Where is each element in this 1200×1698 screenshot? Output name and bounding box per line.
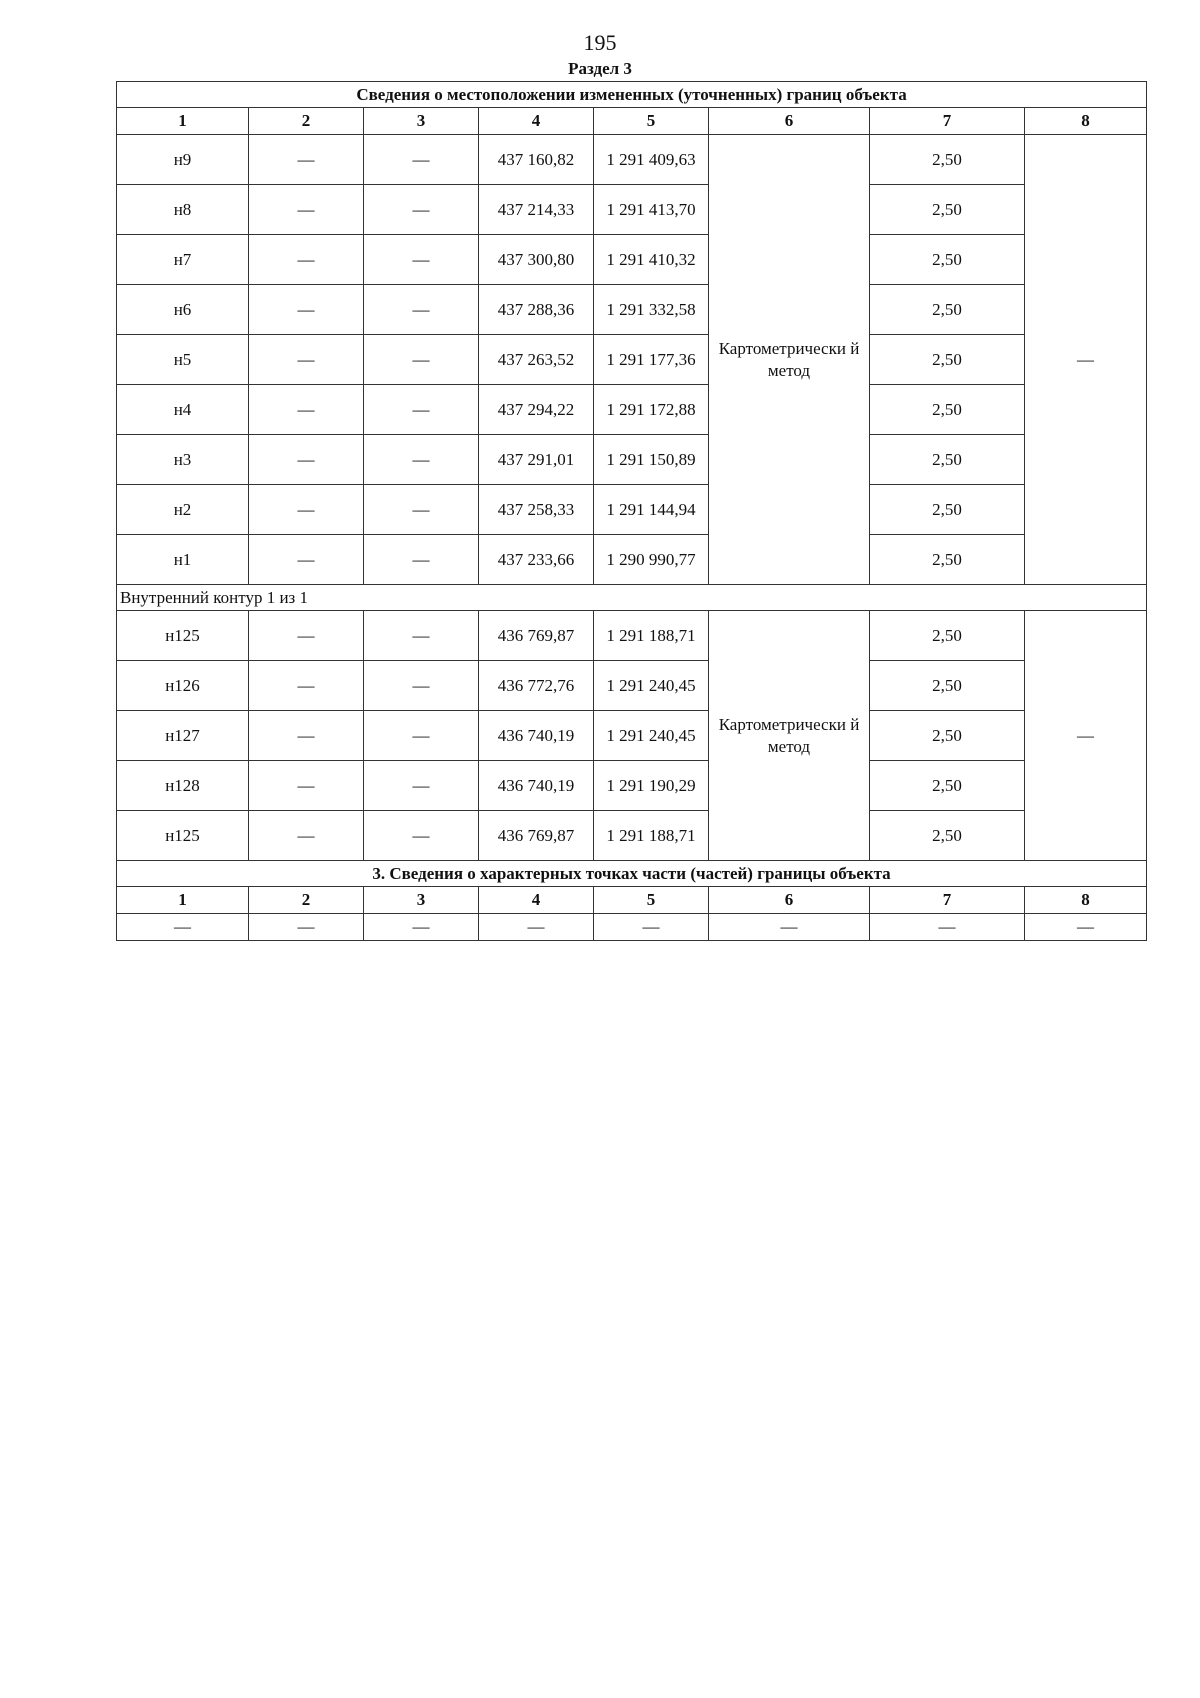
part-title: 3. Сведения о характерных точках части (частей) границы объекта [117, 861, 1147, 887]
point-name-cell: н3 [117, 435, 249, 485]
column-header: 6 [709, 108, 870, 135]
col3-cell: — [364, 235, 479, 285]
column-header: 8 [1025, 108, 1147, 135]
table-row [117, 711, 1147, 761]
y-coordinate-cell: 1 291 150,89 [594, 435, 709, 485]
table-row [117, 185, 1147, 235]
col3-cell: — [364, 285, 479, 335]
accuracy-cell: 2,50 [870, 761, 1025, 811]
x-coordinate-cell: 436 740,19 [479, 761, 594, 811]
col3-cell: — [364, 485, 479, 535]
column-header: 8 [1025, 887, 1147, 914]
point-name-cell: н6 [117, 285, 249, 335]
col3-cell: — [364, 661, 479, 711]
y-coordinate-cell: 1 291 413,70 [594, 185, 709, 235]
x-coordinate-cell: 437 294,22 [479, 385, 594, 435]
section-title: Раздел 3 [568, 59, 632, 78]
point-name-cell: н8 [117, 185, 249, 235]
col2-cell: — [249, 761, 364, 811]
page-number: 195 [583, 30, 617, 55]
y-coordinate-cell: 1 291 190,29 [594, 761, 709, 811]
y-coordinate-cell: 1 291 144,94 [594, 485, 709, 535]
col2-cell: — [249, 661, 364, 711]
x-coordinate-cell: 436 740,19 [479, 711, 594, 761]
col3-cell: — [364, 711, 479, 761]
table-row [117, 485, 1147, 535]
table-row [117, 135, 1147, 185]
empty-cell: — [364, 914, 479, 941]
table-row [117, 235, 1147, 285]
accuracy-cell: 2,50 [870, 811, 1025, 861]
y-coordinate-cell: 1 291 172,88 [594, 385, 709, 435]
accuracy-cell: 2,50 [870, 235, 1025, 285]
x-coordinate-cell: 437 300,80 [479, 235, 594, 285]
table-row [117, 335, 1147, 385]
col2-cell: — [249, 611, 364, 661]
point-name-cell: н2 [117, 485, 249, 535]
col2-cell: — [249, 485, 364, 535]
point-name-cell: н4 [117, 385, 249, 435]
empty-cell: — [249, 914, 364, 941]
method-cell: Картометрически й метод [709, 135, 870, 585]
empty-cell: — [594, 914, 709, 941]
table-row [117, 535, 1147, 585]
col3-cell: — [364, 761, 479, 811]
col8-cell: — [1025, 135, 1147, 585]
col3-cell: — [364, 185, 479, 235]
accuracy-cell: 2,50 [870, 535, 1025, 585]
x-coordinate-cell: 437 263,52 [479, 335, 594, 385]
table-row [117, 761, 1147, 811]
column-header: 2 [249, 108, 364, 135]
boundary-table [116, 81, 1147, 941]
col2-cell: — [249, 185, 364, 235]
table-row [117, 385, 1147, 435]
column-header: 1 [117, 108, 249, 135]
col2-cell: — [249, 711, 364, 761]
point-name-cell: н125 [117, 611, 249, 661]
col2-cell: — [249, 285, 364, 335]
y-coordinate-cell: 1 291 240,45 [594, 711, 709, 761]
empty-cell: — [709, 914, 870, 941]
col3-cell: — [364, 811, 479, 861]
part-title-row [117, 861, 1147, 887]
column-header: 5 [594, 108, 709, 135]
accuracy-cell: 2,50 [870, 335, 1025, 385]
column-header: 4 [479, 108, 594, 135]
col8-cell: — [1025, 611, 1147, 861]
accuracy-cell: 2,50 [870, 385, 1025, 435]
point-name-cell: н7 [117, 235, 249, 285]
col3-cell: — [364, 385, 479, 435]
col2-cell: — [249, 435, 364, 485]
table-title-row [117, 82, 1147, 108]
column-header: 7 [870, 887, 1025, 914]
x-coordinate-cell: 437 233,66 [479, 535, 594, 585]
part-column-header-row [117, 887, 1147, 914]
point-name-cell: н126 [117, 661, 249, 711]
y-coordinate-cell: 1 291 409,63 [594, 135, 709, 185]
empty-cell: — [479, 914, 594, 941]
y-coordinate-cell: 1 291 410,32 [594, 235, 709, 285]
table-row [117, 661, 1147, 711]
accuracy-cell: 2,50 [870, 135, 1025, 185]
col2-cell: — [249, 135, 364, 185]
point-name-cell: н128 [117, 761, 249, 811]
point-name-cell: н9 [117, 135, 249, 185]
accuracy-cell: 2,50 [870, 485, 1025, 535]
y-coordinate-cell: 1 290 990,77 [594, 535, 709, 585]
empty-cell: — [117, 914, 249, 941]
x-coordinate-cell: 437 288,36 [479, 285, 594, 335]
part-empty-row [117, 914, 1147, 941]
column-header: 3 [364, 108, 479, 135]
x-coordinate-cell: 437 214,33 [479, 185, 594, 235]
table-row [117, 811, 1147, 861]
column-header: 4 [479, 887, 594, 914]
col2-cell: — [249, 235, 364, 285]
empty-cell: — [870, 914, 1025, 941]
col2-cell: — [249, 811, 364, 861]
x-coordinate-cell: 437 258,33 [479, 485, 594, 535]
table-title: Сведения о местоположении измененных (уточненных) границ объекта [117, 82, 1147, 108]
column-header: 7 [870, 108, 1025, 135]
x-coordinate-cell: 437 160,82 [479, 135, 594, 185]
accuracy-cell: 2,50 [870, 285, 1025, 335]
col3-cell: — [364, 611, 479, 661]
point-name-cell: н125 [117, 811, 249, 861]
column-header: 3 [364, 887, 479, 914]
inner-contour-label: Внутренний контур 1 из 1 [117, 585, 1147, 611]
accuracy-cell: 2,50 [870, 435, 1025, 485]
table-row [117, 285, 1147, 335]
point-name-cell: н127 [117, 711, 249, 761]
column-header: 1 [117, 887, 249, 914]
table-row [117, 611, 1147, 661]
y-coordinate-cell: 1 291 177,36 [594, 335, 709, 385]
x-coordinate-cell: 436 769,87 [479, 611, 594, 661]
column-header-row [117, 108, 1147, 135]
accuracy-cell: 2,50 [870, 185, 1025, 235]
y-coordinate-cell: 1 291 332,58 [594, 285, 709, 335]
empty-cell: — [1025, 914, 1147, 941]
col2-cell: — [249, 385, 364, 435]
col3-cell: — [364, 435, 479, 485]
column-header: 2 [249, 887, 364, 914]
y-coordinate-cell: 1 291 188,71 [594, 611, 709, 661]
table-row [117, 435, 1147, 485]
x-coordinate-cell: 436 772,76 [479, 661, 594, 711]
y-coordinate-cell: 1 291 188,71 [594, 811, 709, 861]
y-coordinate-cell: 1 291 240,45 [594, 661, 709, 711]
point-name-cell: н5 [117, 335, 249, 385]
col3-cell: — [364, 335, 479, 385]
x-coordinate-cell: 436 769,87 [479, 811, 594, 861]
accuracy-cell: 2,50 [870, 661, 1025, 711]
method-cell: Картометрически й метод [709, 611, 870, 861]
accuracy-cell: 2,50 [870, 611, 1025, 661]
col2-cell: — [249, 535, 364, 585]
col3-cell: — [364, 535, 479, 585]
x-coordinate-cell: 437 291,01 [479, 435, 594, 485]
column-header: 6 [709, 887, 870, 914]
col2-cell: — [249, 335, 364, 385]
inner-contour-row [117, 585, 1147, 611]
point-name-cell: н1 [117, 535, 249, 585]
accuracy-cell: 2,50 [870, 711, 1025, 761]
col3-cell: — [364, 135, 479, 185]
column-header: 5 [594, 887, 709, 914]
